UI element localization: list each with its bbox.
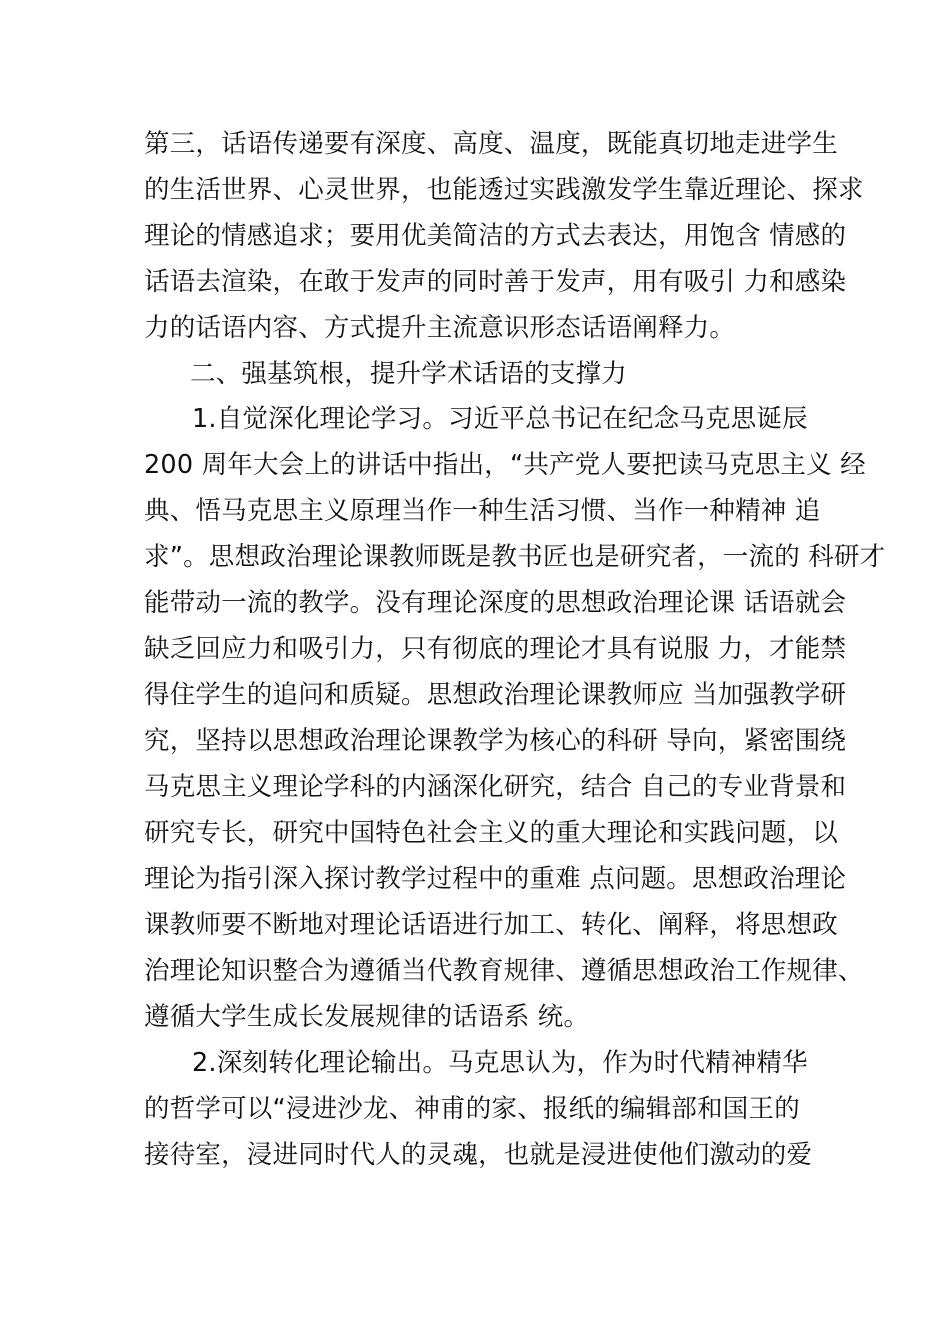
text-line: 遵循大学生成长发展规律的话语系 统。 <box>144 1002 590 1032</box>
text-line: 缺乏回应力和吸引力，只有彻底的理论才具有说服 力，才能禁 <box>144 634 847 664</box>
text-line: 典、悟马克思主义原理当作一种生活习惯、当作一种精神 追 <box>144 496 821 526</box>
section-heading: 二、强基筑根，提升学术话语的支撑力 <box>190 359 627 389</box>
text-line: 力的话语内容、方式提升主流意识形态话语阐释力。 <box>144 313 736 343</box>
text-line: 得住学生的追问和质疑。思想政治理论课教师应 当加强教学研 <box>144 680 847 710</box>
text-line: 研究专长，研究中国特色社会主义的重大理论和实践问题，以 <box>144 818 838 848</box>
paragraph-first-line: 2.深刻转化理论输出。马克思认为，作为时代精神精华 <box>192 1048 808 1078</box>
text-line: 的哲学可以“浸进沙龙、神甫的家、报纸的编辑部和国王的 <box>144 1094 800 1124</box>
text-line: 理论为指引深入探讨教学过程中的重难 点问题。思想政治理论 <box>144 864 847 894</box>
text-line: 第三，话语传递要有深度、高度、温度，既能真切地走进学生 <box>144 129 838 159</box>
text-line: 话语去渲染，在敢于发声的同时善于发声，用有吸引 力和感染 <box>144 267 847 297</box>
text-line: 理论的情感追求；要用优美简洁的方式去表达，用饱含 情感的 <box>144 221 847 251</box>
text-line: 课教师要不断地对理论话语进行加工、转化、阐释，将思想政 <box>144 910 838 940</box>
text-line: 接待室，浸进同时代人的灵魂，也就是浸进使他们激动的爱 <box>144 1140 813 1170</box>
text-line: 究，坚持以思想政治理论课教学为核心的科研 导向，紧密围绕 <box>144 726 847 756</box>
text-line: 的生活世界、心灵世界，也能透过实践激发学生靠近理论、探求 <box>144 175 864 205</box>
text-line: 治理论知识整合为遵循当代教育规律、遵循思想政治工作规律、 <box>144 956 864 986</box>
text-line: 200 周年大会上的讲话中指出，“共产党人要把读马克思主义 经 <box>144 450 866 480</box>
text-line: 马克思主义理论学科的内涵深化研究，结合 自己的专业背景和 <box>144 772 847 802</box>
text-line: 能带动一流的教学。没有理论深度的思想政治理论课 话语就会 <box>144 588 847 618</box>
text-line: 求”。思想政治理论课教师既是教书匠也是研究者，一流的 科研才 <box>144 542 886 572</box>
paragraph-first-line: 1.自觉深化理论学习。习近平总书记在纪念马克思诞辰 <box>192 404 808 434</box>
